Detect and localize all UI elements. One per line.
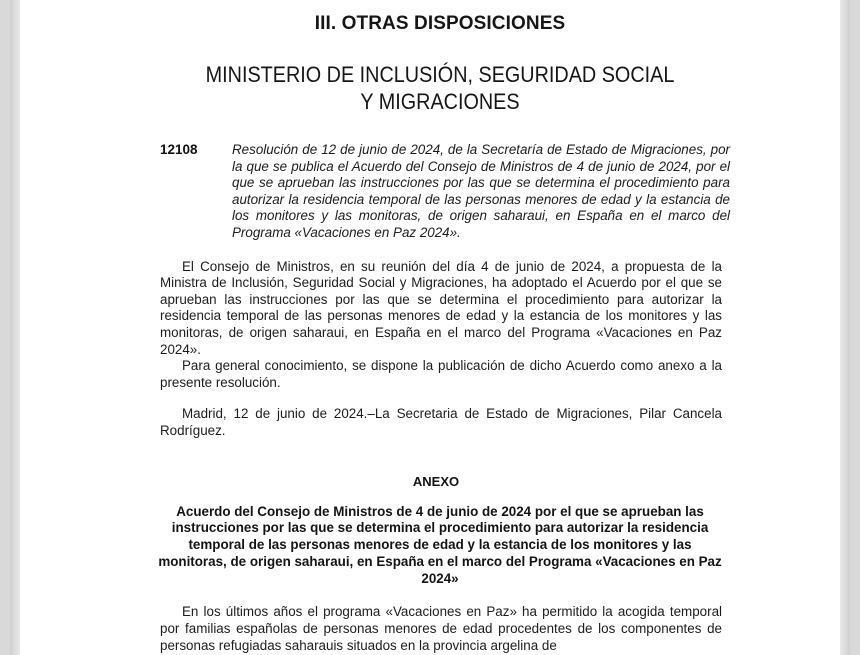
paragraph-general-conocimiento: Para general conocimiento, se dispone la publicación de dicho Acuerdo como anexo a la presente resolución. xyxy=(160,358,722,390)
anexo-title: Acuerdo del Consejo de Ministros de 4 de junio de 2024 por el que se aprueban las instrucciones por las que se determina el procedimiento para autorizar la residencia temporal de las personas menores de edad y la estancia de los monitores y las monitoras, de origen saharaui, en España en el marco del Programa «Vacaciones en Paz 2024» xyxy=(158,503,722,586)
ministry-heading-line-2: Y MIGRACIONES xyxy=(360,89,520,114)
anexo-label: ANEXO xyxy=(412,473,460,489)
document-page xyxy=(10,0,850,655)
resolution-number: 12108 xyxy=(160,142,198,157)
ministry-heading xyxy=(150,35,730,115)
section-title: III. OTRAS DISPOSICIONES xyxy=(314,13,566,34)
paragraph-madrid-signature: Madrid, 12 de junio de 2024.–La Secretaria de Estado de Migraciones, Pilar Cancela Rodríguez. xyxy=(160,406,722,438)
document-content xyxy=(150,0,730,655)
page-gutter-right xyxy=(840,0,850,655)
paragraph-closing: En los últimos años el programa «Vacaciones en Paz» ha permitido la acogida temporal por familias españolas de personas menores de edad procedentes de los componentes de personas refugiadas saharauis situados en la provincia argelina de xyxy=(160,604,722,653)
ministry-heading-line-1: MINISTERIO DE INCLUSIÓN, SEGURIDAD SOCIAL xyxy=(205,62,675,87)
paragraph-consejo-de-ministros: El Consejo de Ministros, en su reunión del día 4 de junio de 2024, a propuesta de la Ministra de Inclusión, Seguridad Social y Migraciones, ha adoptado el Acuerdo por el que se aprueban las instrucciones por las que se determina el procedimiento para autorizar la residencia temporal de las personas menores de edad y la estancia de los monitores y las monitoras, de origen saharaui, en España en el marco del Programa «Vacaciones en Paz 2024». xyxy=(160,258,722,357)
resolution-title: Resolución de 12 de junio de 2024, de la Secretaría de Estado de Migraciones, por la que se publica el Acuerdo del Consejo de Ministros de 4 de junio de 2024, por el que se aprueban las instrucciones por las que se determina el procedimiento para autorizar la residencia temporal de las personas menores de edad y la estancia de los monitores y las monitoras, de origen saharaui, en España en el marco del Programa «Vacaciones en Paz 2024». xyxy=(232,142,730,240)
page-gutter-left xyxy=(10,0,20,655)
resolution-entry xyxy=(150,142,730,242)
